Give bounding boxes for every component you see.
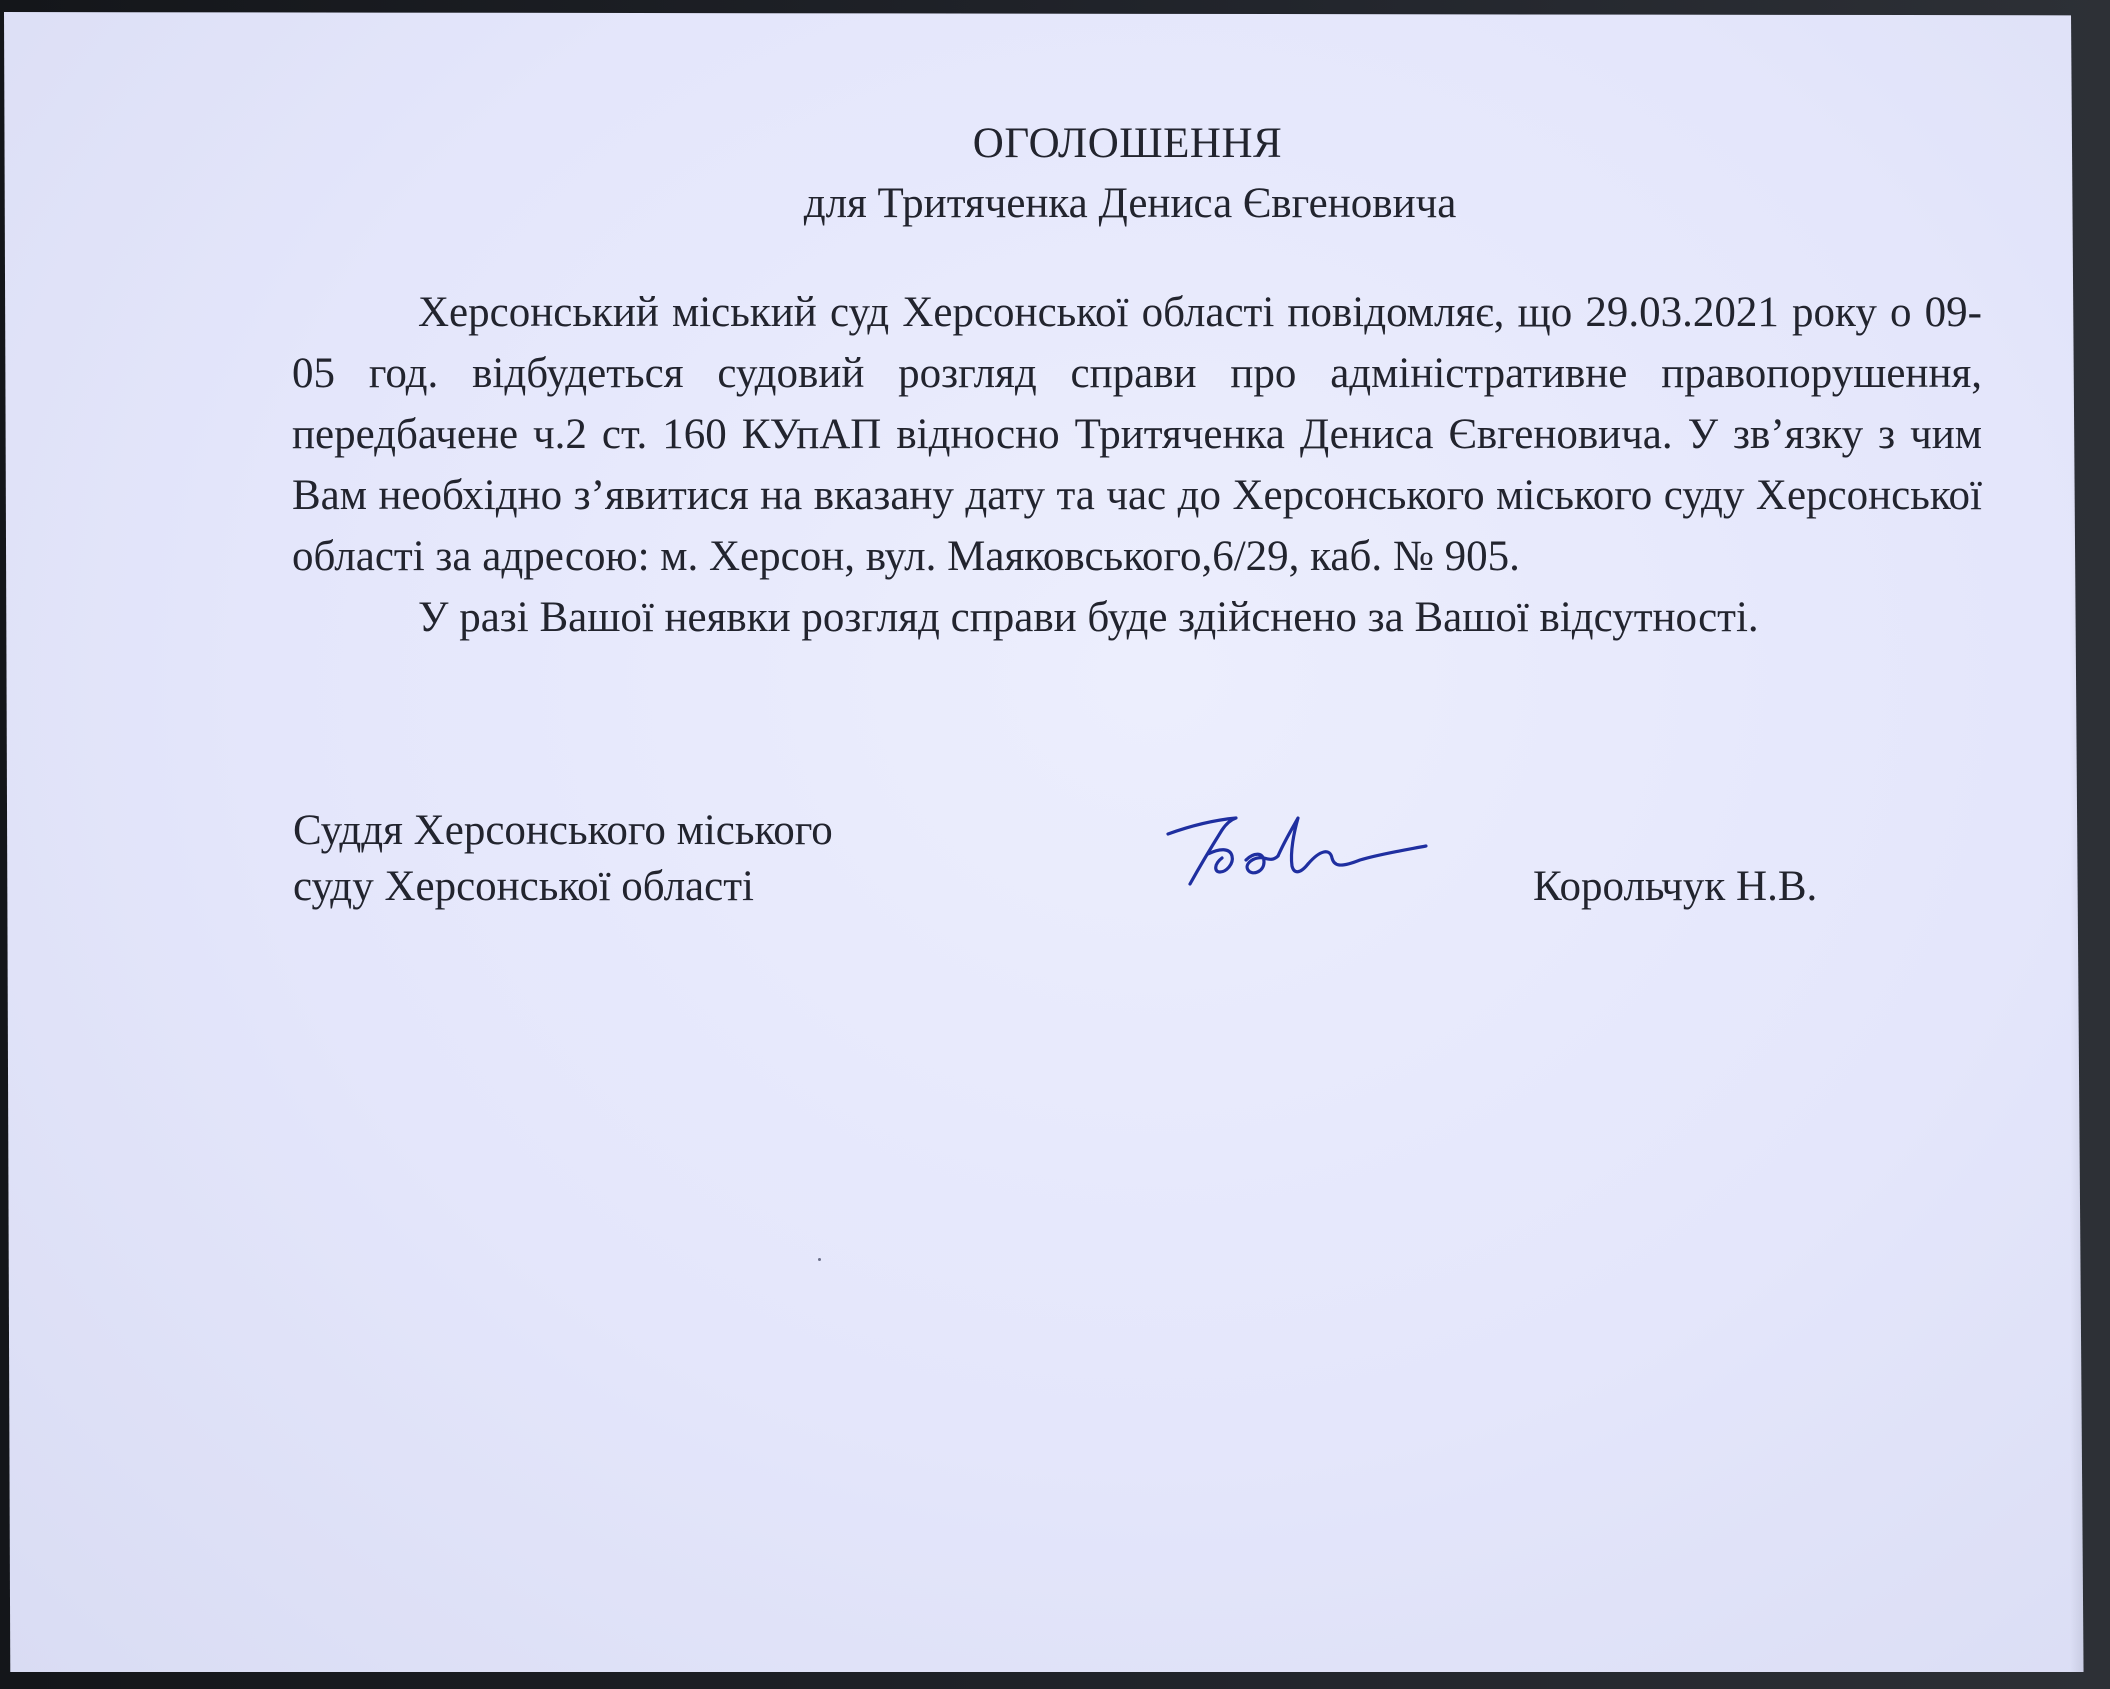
handwritten-signature-icon	[1160, 808, 1430, 898]
notice-paragraph-absence: У разі Вашої неявки розгляд справи буде здійснено за Вашої відсутності.	[418, 594, 1759, 641]
notice-paragraph-hearing: Херсонський міський суд Херсонської області повідомляє, що 29.03.2021 року о 09-05 год. відбудеться судовий розгляд справи про адміністративне правопорушення, передбачене ч.2 ст. 160 КУпАП відносно Тритяченка Дениса Євгеновича. У зв’язку з чим Вам необхідно з’явитися на вказану дату та час до Херсонського міського суду Херсонської області за адресою: м. Херсон, вул. Маяковського,6/29, каб. № 905.	[292, 289, 1982, 580]
notice-title: ОГОЛОШЕННЯ	[972, 120, 1283, 167]
paper-speck	[818, 1258, 821, 1261]
notice-addressee: для Тритяченка Дениса Євгеновича	[803, 180, 1457, 227]
signer-title	[293, 803, 833, 915]
signer-title-line-2: суду Херсонської області	[293, 863, 754, 910]
notice-body	[292, 282, 1982, 648]
signer-title-line-1: Суддя Херсонського міського	[293, 807, 833, 854]
signer-name: Корольчук Н.В.	[1533, 863, 1818, 910]
paper-edge-shadow	[2070, 12, 2094, 1672]
